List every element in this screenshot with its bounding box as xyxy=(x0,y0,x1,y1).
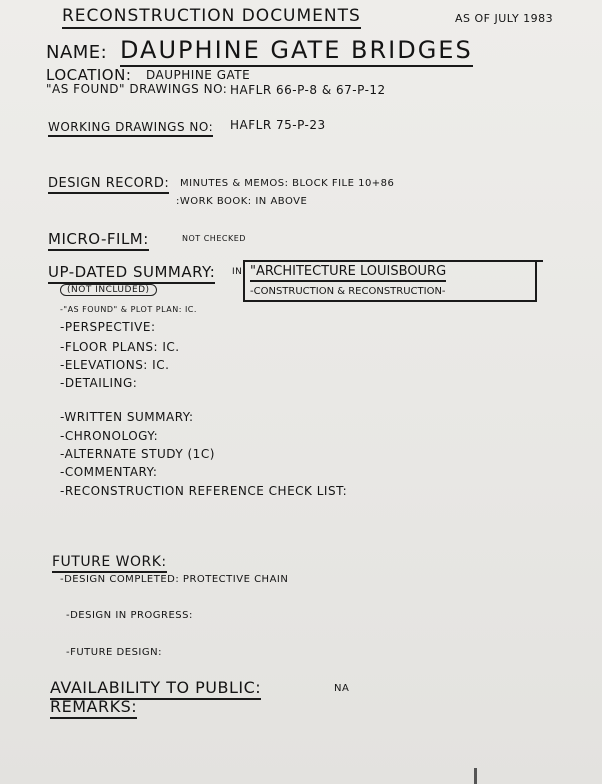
list-item: -ELEVATIONS: IC. xyxy=(60,358,170,372)
list-item: -WRITTEN SUMMARY: xyxy=(60,410,194,424)
document-title: RECONSTRUCTION DOCUMENTS xyxy=(62,6,361,29)
list-item: -DETAILING: xyxy=(60,376,138,390)
location-label: LOCATION: xyxy=(46,66,132,84)
reference-line2: -CONSTRUCTION & RECONSTRUCTION- xyxy=(250,286,446,297)
updated-summary-in: IN xyxy=(232,267,243,277)
working-drawings-label: WORKING DRAWINGS NO: xyxy=(48,120,213,137)
reference-line1: "ARCHITECTURE LOUISBOURG xyxy=(250,264,446,282)
availability-value: NA xyxy=(334,683,350,694)
updated-summary-label: UP-DATED SUMMARY: xyxy=(48,263,215,284)
list-item: -RECONSTRUCTION REFERENCE CHECK LIST: xyxy=(60,484,348,498)
name-value: DAUPHINE GATE BRIDGES xyxy=(120,36,473,67)
design-record-label: DESIGN RECORD: xyxy=(48,176,169,194)
future-design: -FUTURE DESIGN: xyxy=(66,647,162,658)
not-included-note: (NOT INCLUDED) xyxy=(60,284,157,296)
list-item: -ALTERNATE STUDY (1C) xyxy=(60,447,215,461)
name-label: NAME: xyxy=(46,42,108,63)
design-completed: -DESIGN COMPLETED: PROTECTIVE CHAIN xyxy=(60,574,289,585)
as-of-date: AS OF JULY 1983 xyxy=(455,12,554,25)
location-value: DAUPHINE GATE xyxy=(146,68,251,82)
scan-mark xyxy=(474,768,477,784)
list-item: -COMMENTARY: xyxy=(60,465,158,479)
availability-label: AVAILABILITY TO PUBLIC: xyxy=(50,678,261,700)
design-record-line2: :WORK BOOK: IN ABOVE xyxy=(176,196,308,207)
microfilm-label: MICRO-FILM: xyxy=(48,230,149,251)
list-item: -PERSPECTIVE: xyxy=(60,320,156,334)
list-item: -CHRONOLOGY: xyxy=(60,429,159,443)
as-found-value: HAFLR 66-P-8 & 67-P-12 xyxy=(230,83,386,97)
future-work-label: FUTURE WORK: xyxy=(52,554,167,573)
list-item: -"AS FOUND" & PLOT PLAN: IC. xyxy=(60,305,197,314)
design-record-line1: MINUTES & MEMOS: BLOCK FILE 10+86 xyxy=(180,178,395,189)
microfilm-value: NOT CHECKED xyxy=(182,234,246,243)
working-drawings-value: HAFLR 75-P-23 xyxy=(230,118,326,132)
remarks-label: REMARKS: xyxy=(50,697,137,719)
as-found-label: "AS FOUND" DRAWINGS NO: xyxy=(46,82,228,96)
design-in-progress: -DESIGN IN PROGRESS: xyxy=(66,610,193,621)
list-item: -FLOOR PLANS: IC. xyxy=(60,340,180,354)
